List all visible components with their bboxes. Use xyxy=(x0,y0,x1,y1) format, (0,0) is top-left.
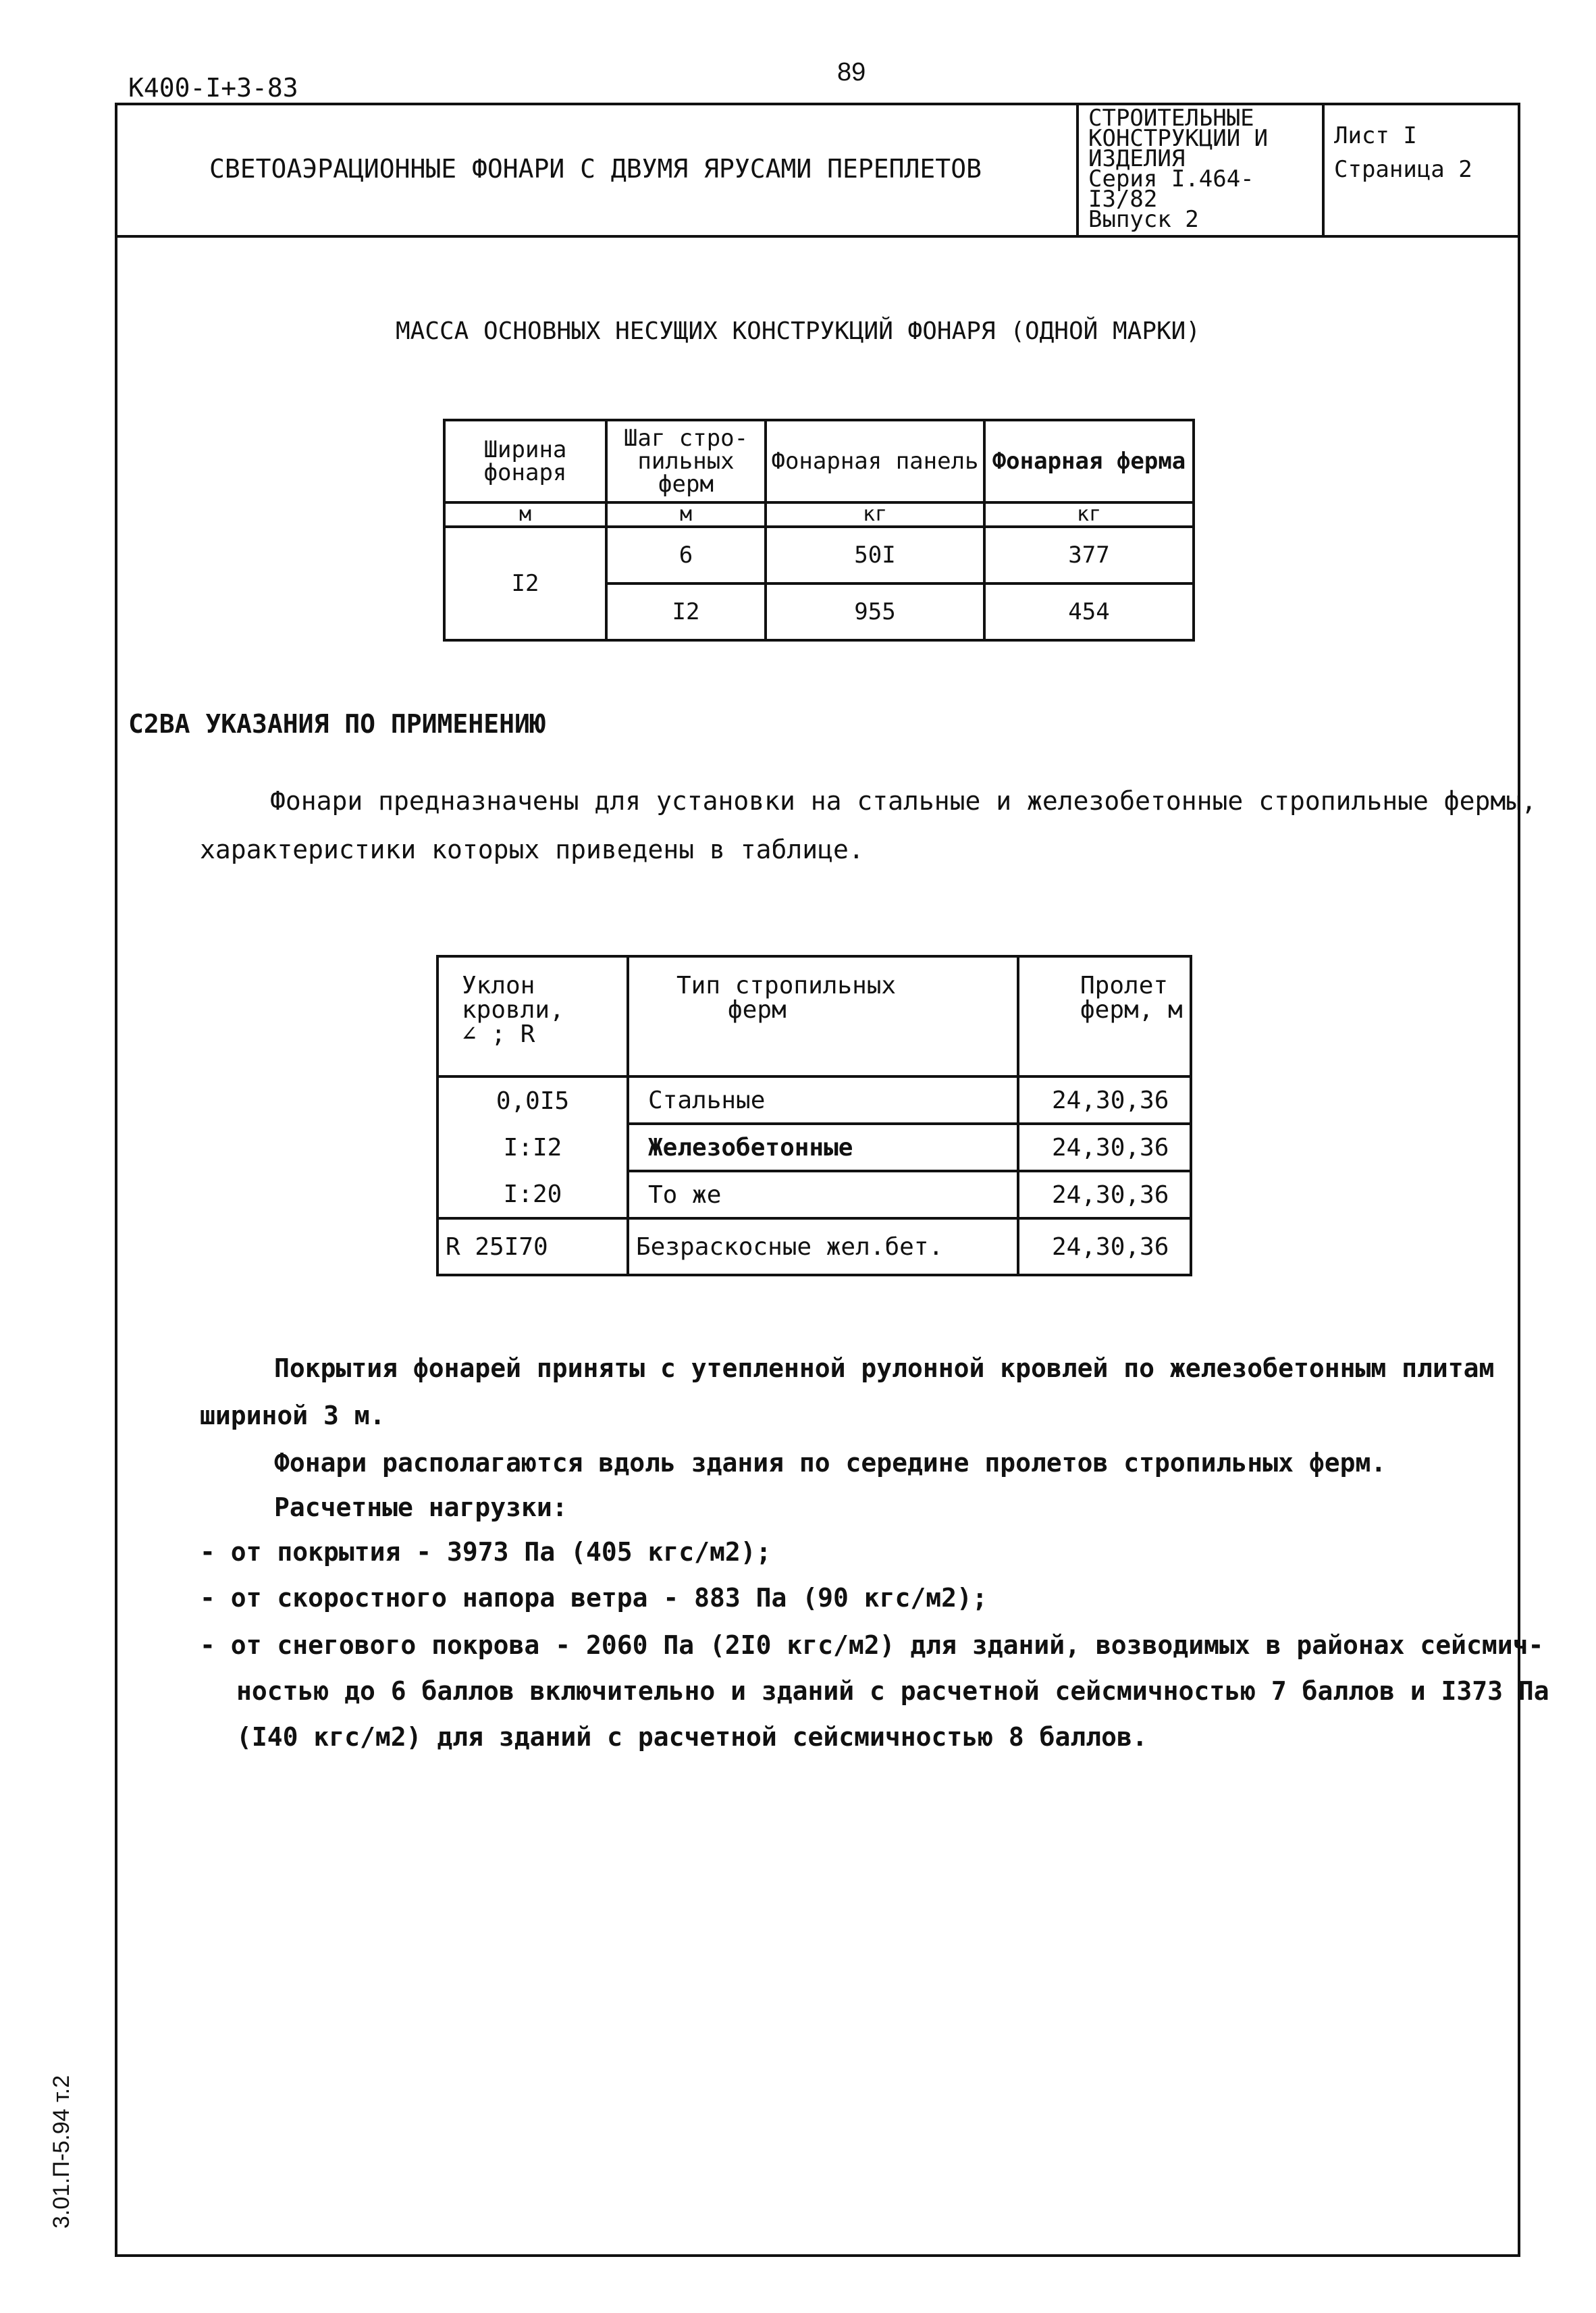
header-line: ∠ ; R xyxy=(462,1020,535,1048)
truss-mass-cell: 454 xyxy=(984,583,1194,640)
list-item-continuation: (I40 кгс/м2) для зданий с расчетной сейсмичностью 8 баллов. xyxy=(236,1722,1148,1752)
series-line: Выпуск 2 xyxy=(1088,206,1199,233)
title-block xyxy=(115,103,1520,238)
type-cell: Безраскосные жел.бет. xyxy=(628,1218,1018,1275)
slope-cell: I:I2 xyxy=(437,1124,628,1171)
list-item: - от скоростного напора ветра - 883 Па (90 кгс/м2); xyxy=(200,1583,988,1613)
column-header: Ширина фонаря xyxy=(444,420,606,502)
paragraph-line: Фонари предназначены для установки на стальные и железобетонные стропильные фермы, xyxy=(270,786,1537,816)
unit-cell: кг xyxy=(984,502,1194,527)
sheet-info xyxy=(1325,103,1515,235)
list-item: - от снегового покрова - 2060 Па (2I0 кгс/м2) для зданий, возводимых в районах сейсмич- xyxy=(200,1630,1544,1660)
slope-cell: R 25I70 xyxy=(437,1218,628,1275)
truss-table xyxy=(436,955,1192,1276)
header-line: Уклон xyxy=(462,972,535,999)
column-header: Фонарная ферма xyxy=(984,420,1194,502)
page-number: 89 xyxy=(837,58,866,86)
section-title: С2ВА УКАЗАНИЯ ПО ПРИМЕНЕНИЮ xyxy=(128,709,546,739)
paragraph-line: характеристики которых приведены в таблице. xyxy=(200,835,864,864)
header-line: кровли, xyxy=(462,996,564,1024)
header-line: ферм, м xyxy=(1080,996,1183,1024)
series-info xyxy=(1079,103,1325,235)
mass-table-heading: МАССА ОСНОВНЫХ НЕСУЩИХ КОНСТРУКЦИЙ ФОНАРЯ (ОДНОЙ МАРКИ) xyxy=(395,317,1201,345)
truss-mass-cell: 377 xyxy=(984,527,1194,583)
column-header xyxy=(628,956,1018,1076)
span-cell: 24,30,36 xyxy=(1018,1076,1191,1124)
column-header xyxy=(1018,956,1191,1076)
slope-cell: 0,0I5 xyxy=(437,1076,628,1124)
step-cell: I2 xyxy=(606,583,766,640)
sheet-number: Лист I xyxy=(1334,122,1417,149)
width-cell: I2 xyxy=(444,527,606,640)
type-cell: То же xyxy=(628,1171,1018,1218)
paragraph-line: Расчетные нагрузки: xyxy=(274,1492,568,1522)
side-label: 3.01.П-5.94 т.2 xyxy=(49,2075,74,2229)
span-cell: 24,30,36 xyxy=(1018,1218,1191,1275)
column-header: Шаг стро- пильных ферм xyxy=(606,420,766,502)
header-line: Пролет xyxy=(1080,972,1169,999)
column-header xyxy=(437,956,628,1076)
span-cell: 24,30,36 xyxy=(1018,1171,1191,1218)
header-line: Тип стропильных xyxy=(676,972,897,999)
paragraph-line: Покрытия фонарей приняты с утепленной рулонной кровлей по железобетонным плитам xyxy=(274,1353,1495,1383)
slope-cell: I:20 xyxy=(437,1171,628,1218)
series-line: КОНСТРУКЦИИ И xyxy=(1088,125,1269,152)
page-label: Страница 2 xyxy=(1334,156,1472,183)
step-cell: 6 xyxy=(606,527,766,583)
document-title: СВЕТОАЭРАЦИОННЫЕ ФОНАРИ С ДВУМЯ ЯРУСАМИ ПЕРЕПЛЕТОВ xyxy=(115,103,1079,235)
series-line: Серия I.464-I3/82 xyxy=(1088,165,1254,213)
document-code: К400-I+3-83 xyxy=(128,73,298,103)
unit-cell: м xyxy=(606,502,766,527)
series-line: ИЗДЕЛИЯ xyxy=(1088,145,1186,172)
panel-mass-cell: 955 xyxy=(766,583,984,640)
unit-cell: кг xyxy=(766,502,984,527)
mass-table xyxy=(443,419,1195,642)
header-line: ферм xyxy=(728,996,787,1024)
panel-mass-cell: 50I xyxy=(766,527,984,583)
list-item-continuation: ностью до 6 баллов включительно и зданий с расчетной сейсмичностью 7 баллов и I373 Па xyxy=(236,1676,1549,1706)
column-header: Фонарная панель xyxy=(766,420,984,502)
paragraph-line: Фонари располагаются вдоль здания по середине пролетов стропильных ферм. xyxy=(274,1448,1387,1478)
unit-cell: м xyxy=(444,502,606,527)
span-cell: 24,30,36 xyxy=(1018,1124,1191,1171)
series-line: СТРОИТЕЛЬНЫЕ xyxy=(1088,105,1254,132)
list-item: - от покрытия - 3973 Па (405 кгс/м2); xyxy=(200,1537,772,1567)
paragraph-line: шириной 3 м. xyxy=(200,1401,385,1430)
type-cell: Железобетонные xyxy=(628,1124,1018,1171)
type-cell: Стальные xyxy=(628,1076,1018,1124)
